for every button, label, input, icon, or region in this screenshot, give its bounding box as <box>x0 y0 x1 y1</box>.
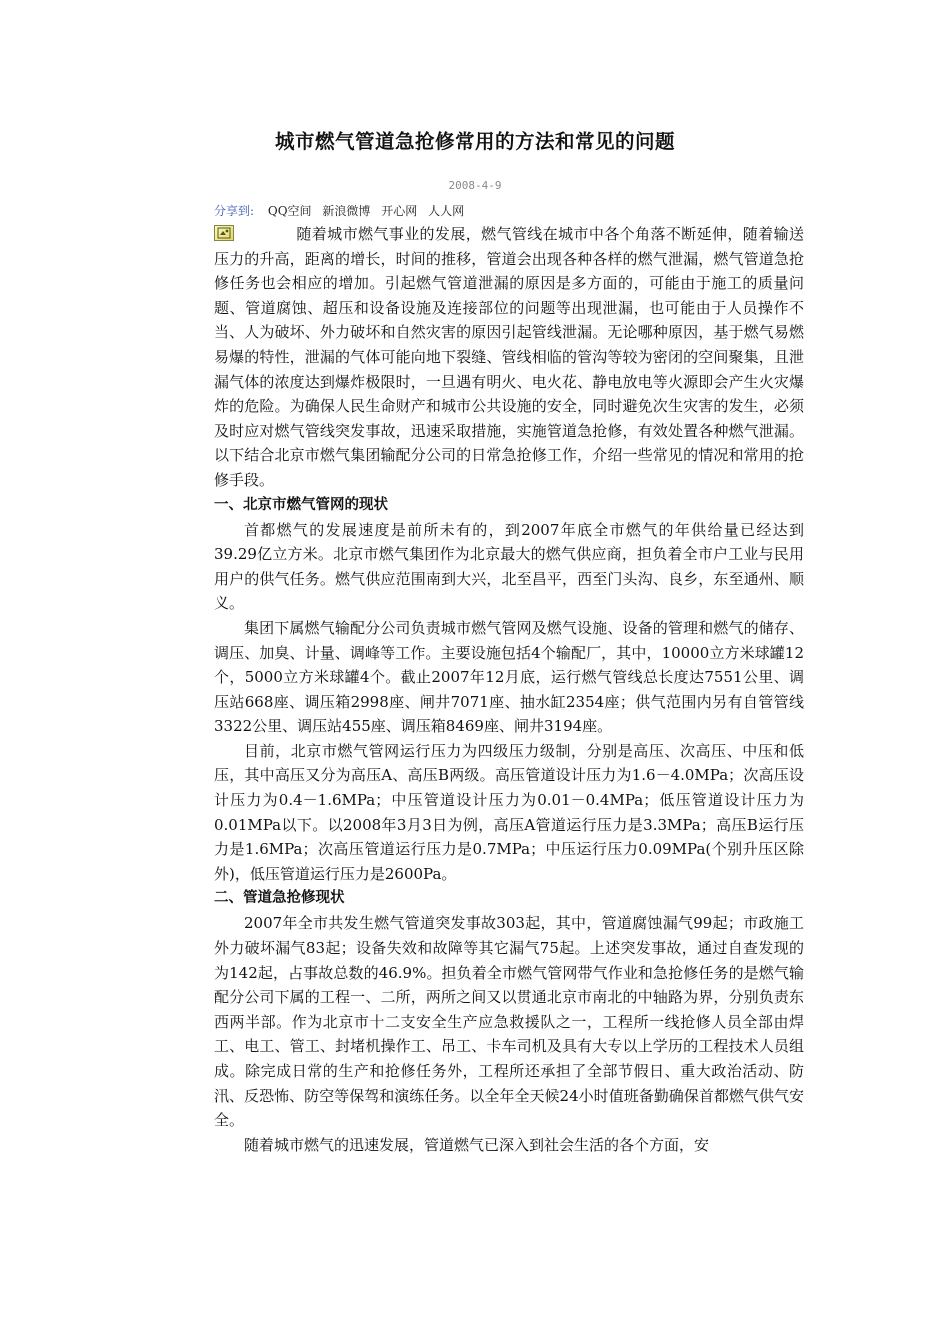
section-1-paragraph-3: 目前，北京市燃气管网运行压力为四级压力级制，分别是高压、次高压、中压和低压，其中高压又分为高压A、高压B两级。高压管道设计压力为1.6－4.0MPa；次高压设计压力为0.4－1.6MPa；中压管道设计压力为0.01－0.4MPa；低压管道设计压力为0.01MPa以下。以2008年3月3日为例，高压A管道运行压力是3.3MPa；高压B运行压力是1.6MPa；次高压管道运行压力是0.7MPa；中压运行压力0.09MPa(个别升压区除外)，低压管道运行压力是2600Pa。 <box>214 741 804 883</box>
section-2-paragraph-2: 随着城市燃气的迅速发展，管道燃气已深入到社会生活的各个方面，安 <box>244 1135 710 1154</box>
share-link-weibo[interactable]: 新浪微博 <box>322 204 371 218</box>
publish-date: 2008-4-9 <box>448 179 502 192</box>
article-body <box>214 222 804 1157</box>
share-label: 分享到: <box>214 204 255 218</box>
intro-text: 随着城市燃气事业的发展，燃气管线在城市中各个角落不断延伸，随着输送压力的升高，距离的增长，时间的推移，管道会出现各种各样的燃气泄漏，燃气管道急抢修任务也会相应的增加。引起燃气管道泄漏的原因是多方面的，可能由于施工的质量问题、管道腐蚀、超压和设备设施及连接部位的问题等出现泄漏，也可能由于人员操作不当、人为破坏、外力破坏和自然灾害的原因引起管线泄漏。无论哪种原因，基于燃气易燃易爆的特性，泄漏的气体可能向地下裂缝、管线相临的管沟等较为密闭的空间聚集，且泄漏气体的浓度达到爆炸极限时，一旦遇有明火、电火花、静电放电等火源即会产生火灾爆炸的危险。为确保人民生命财产和城市公共设施的安全，同时避免次生灾害的发生，必须及时应对燃气管线突发事故，迅速采取措施，实施管道急抢修，有效处置各种燃气泄漏。以下结合北京市燃气集团输配分公司的日常急抢修工作，介绍一些常见的情况和常用的抢修手段。 <box>214 225 804 489</box>
section-1-paragraph-1: 首都燃气的发展速度是前所未有的，到2007年底全市燃气的年供给量已经达到39.29亿立方米。北京市燃气集团作为北京最大的燃气供应商，担负着全市户工业与民用用户的供气任务。燃气供应范围南到大兴，北至昌平，西至门头沟、良乡，东至通州、顺义。 <box>214 520 804 613</box>
share-bar <box>214 202 471 219</box>
share-link-renren[interactable]: 人人网 <box>428 204 465 218</box>
share-link-kaixin[interactable]: 开心网 <box>381 204 418 218</box>
section-1-paragraph-2: 集团下属燃气输配分公司负责城市燃气管网及燃气设施、设备的管理和燃气的储存、调压、加臭、计量、调峰等工作。主要设施包括4个输配厂，其中，10000立方米球罐12个，5000立方米球罐4个。截止2007年12月底，运行燃气管线总长度达7551公里、调压站668座、调压箱2998座、闸井7071座、抽水缸2354座；供气范围内另有自管管线3322公里、调压站455座、调压箱8469座、闸井3194座。 <box>214 618 804 736</box>
article-image-icon <box>214 225 234 241</box>
section-2-paragraph-1: 2007年全市共发生燃气管道突发事故303起，其中，管道腐蚀漏气99起；市政施工外力破坏漏气83起；设备失效和故障等其它漏气75起。上述突发事故，通过自查发现的为142起，占事故总数的46.9%。担负着全市燃气管网带气作业和急抢修任务的是燃气输配分公司下属的工程一、二所，两所之间又以贯通北京市南北的中轴路为界，分别负责东西两半部。作为北京市十二支安全生产应急救援队之一，工程所一线抢修人员全部由焊工、电工、管工、封堵机操作工、吊工、卡车司机及具有大专以上学历的工程技术人员组成。除完成日常的生产和抢修任务外，工程所还承担了全部节假日、重大政治活动、防汛、反恐怖、防空等保驾和演练任务。以全年全天候24小时值班备勤确保首都燃气供气安全。 <box>214 914 804 1130</box>
section-heading-1: 一、北京市燃气管网的现状 <box>214 496 388 513</box>
section-heading-2: 二、管道急抢修现状 <box>214 890 345 907</box>
intro-paragraph <box>214 222 804 493</box>
share-link-qzone[interactable]: QQ空间 <box>267 204 312 218</box>
page-title: 城市燃气管道急抢修常用的方法和常见的问题 <box>274 130 675 153</box>
